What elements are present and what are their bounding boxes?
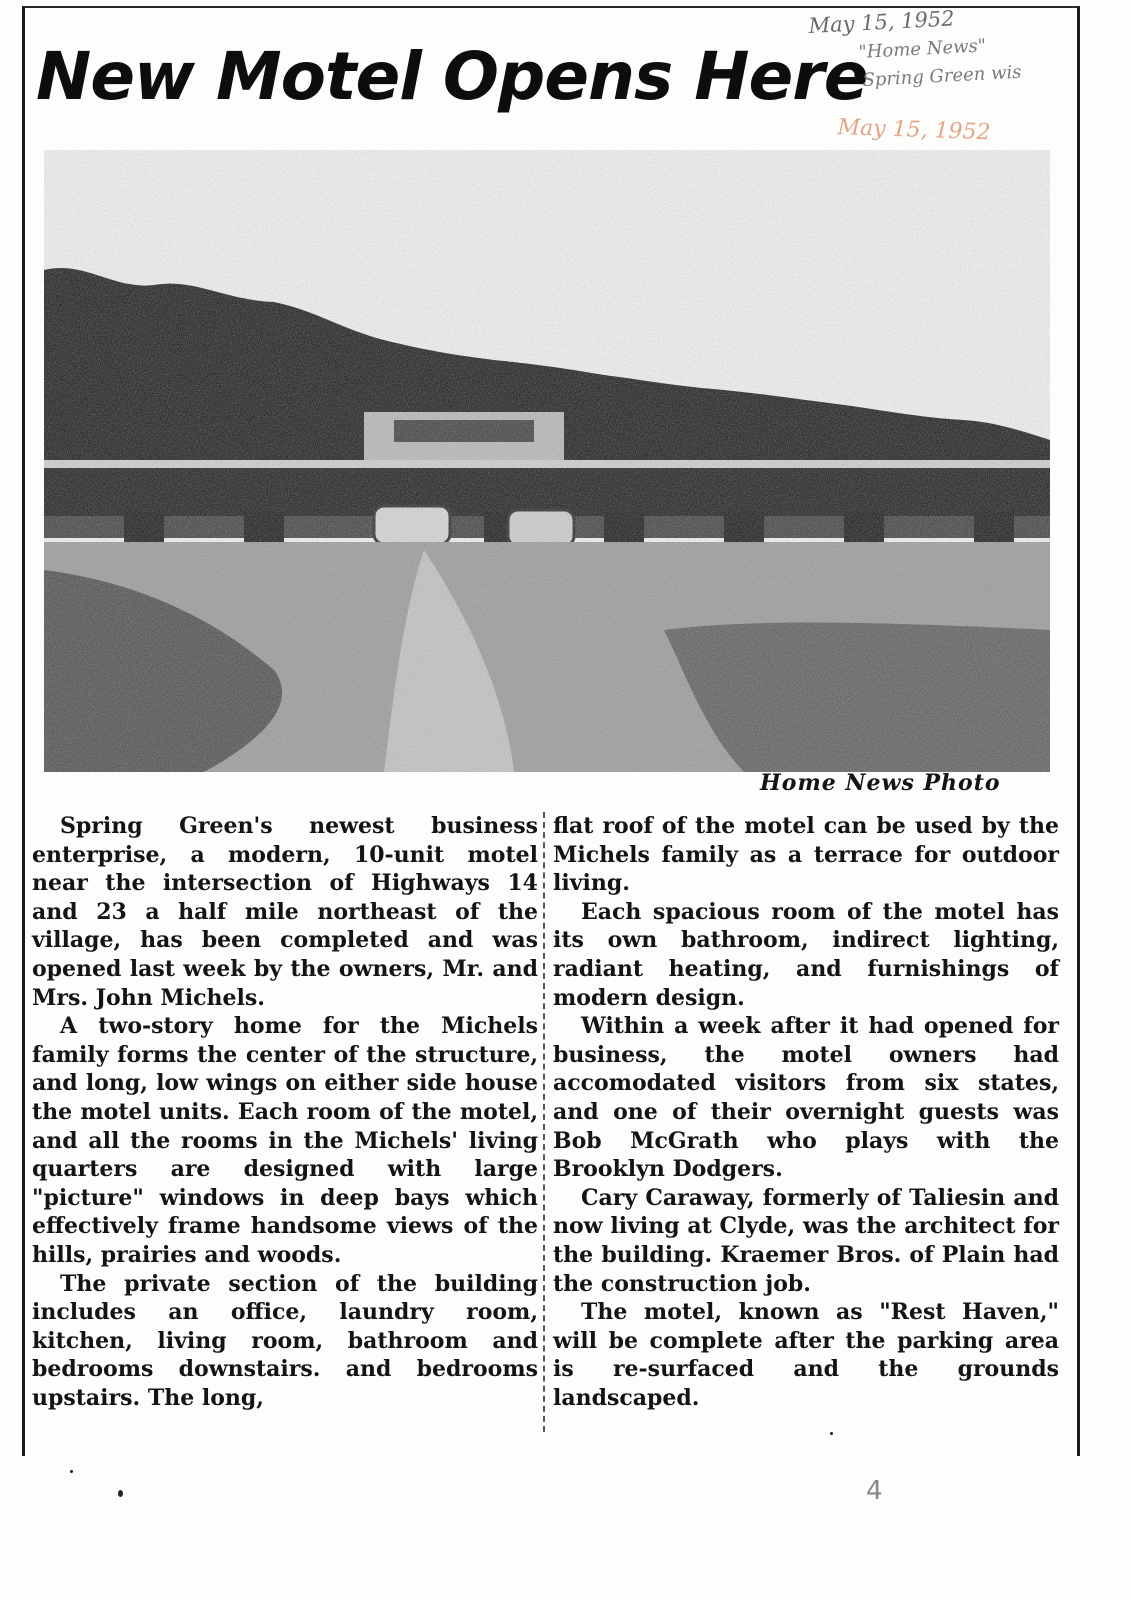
photo-credit: Home News Photo: [760, 770, 1001, 796]
handwritten-place: Spring Green wis: [862, 61, 1022, 91]
article-column-left: [32, 812, 538, 1412]
paragraph: Cary Caraway, formerly of Taliesin and now living at Clyde, was the architect for the building. Kraemer Bros. of Plain had the construction job.: [553, 1184, 1059, 1297]
scan-speck: [118, 1490, 123, 1497]
headline: New Motel Opens Here: [36, 38, 868, 115]
motel-photo-icon: [44, 150, 1050, 772]
paragraph: flat roof of the motel can be used by the Michels family as a terrace for outdoor living.: [553, 813, 1059, 897]
margin-mark: 4: [866, 1476, 883, 1506]
scan-speck: [830, 1432, 833, 1435]
paragraph: Spring Green's newest business enterprise, a modern, 10-unit motel near the intersection of Highways 14 and 23 a half mile northeast of the village, has been completed and was opened last week by the owners, Mr. and Mrs. John Michels.: [32, 813, 538, 1011]
handwritten-source: "Home News": [858, 35, 987, 63]
scan-speck: [70, 1470, 73, 1473]
column-divider: [543, 812, 546, 1432]
paragraph: Within a week after it had opened for business, the motel owners had accomodated visitors from six states, and one of their overnight guests was Bob McGrath who plays with the Brooklyn Dodgers.: [553, 1013, 1059, 1183]
paragraph: The motel, known as "Rest Haven," will be complete after the parking area is re-surfaced and the grounds landscaped.: [553, 1299, 1059, 1411]
handwritten-red-date: May 15, 1952: [837, 115, 991, 146]
paragraph: Each spacious room of the motel has its own bathroom, indirect lighting, radiant heating, and furnishings of modern design.: [553, 898, 1059, 1011]
paragraph: The private section of the building includes an office, laundry room, kitchen, living room, bathroom and bedrooms downstairs. and bedrooms upstairs. The long,: [32, 1270, 538, 1411]
paragraph: A two-story home for the Michels family forms the center of the structure, and long, low wings on either side house the motel units. Each room of the motel, and all the rooms in the Michels' living quarters are designed with large "picture" windows in deep bays which effectively frame handsome views of the hills, prairies and woods.: [32, 1013, 538, 1268]
article-column-right: [553, 812, 1059, 1412]
motel-photo: [44, 150, 1050, 772]
handwritten-date: May 15, 1952: [808, 6, 956, 38]
